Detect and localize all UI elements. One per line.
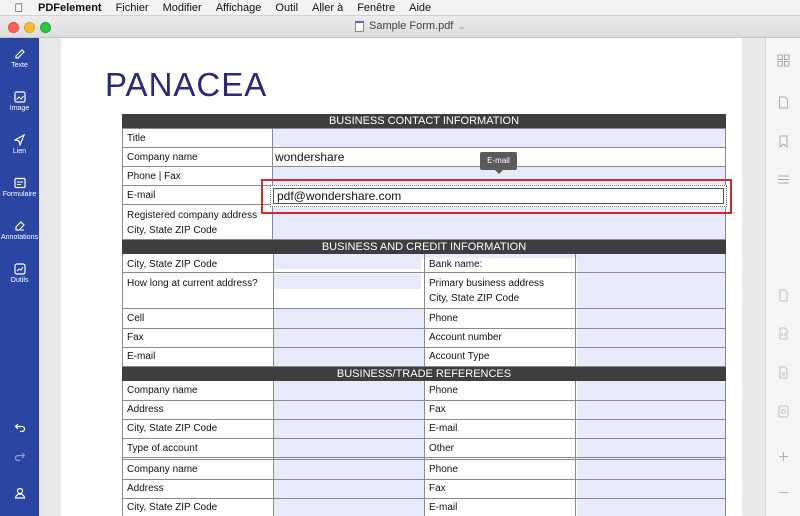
label-title: Title [127,133,146,144]
label-registered-address: Registered company address [127,210,258,221]
tool-lien[interactable] [0,134,39,155]
label-primary-address: Primary business address [429,278,545,289]
text-document-icon [777,366,790,379]
list-icon [777,173,790,186]
tool-texte[interactable] [0,48,39,69]
plus-icon [777,450,790,463]
trade-left-fields[interactable] [274,381,424,516]
label-credit-email: E-mail [127,351,156,362]
label-trade-fax-2: Fax [429,483,446,494]
pdf-page [61,38,742,516]
label-trade-phone-2: Phone [429,464,458,475]
redo-button[interactable] [0,450,39,462]
tool-annotations[interactable] [0,220,39,241]
thumbnails-button[interactable] [777,54,790,67]
label-primary-city: City, State ZIP Code [429,293,520,304]
window-title-bar [0,16,800,38]
settings-document-icon [777,405,790,418]
company-name-field[interactable]: wondershare [275,150,345,164]
minimize-window-button[interactable] [24,22,35,33]
tool-image[interactable] [0,91,39,112]
outline-button[interactable] [777,173,790,186]
tool-texte-label: Texte [11,62,28,69]
label-account-number: Account number [429,332,502,343]
label-trade-address-2: Address [127,483,164,494]
right-sidebar [765,38,800,516]
tool-formulaire[interactable] [0,177,39,198]
right-tool-1[interactable] [777,289,790,302]
tools-icon [14,263,26,275]
form-icon [14,177,26,189]
label-trade-city-2: City, State ZIP Code [127,502,218,513]
menu-fichier[interactable]: Fichier [115,1,149,14]
credit-howlong-field[interactable] [274,274,421,289]
menu-aide[interactable]: Aide [409,1,432,14]
tool-annotations-label: Annotations [1,234,38,241]
undo-icon [14,421,26,433]
section-header-contact: BUSINESS CONTACT INFORMATION [122,114,726,128]
apple-icon[interactable] [0,1,38,15]
chevron-down-icon[interactable]: ⌄ [458,21,466,31]
menu-outil[interactable]: Outil [275,1,299,14]
close-window-button[interactable] [8,22,19,33]
page-icon [777,96,790,109]
label-trade-email-1: E-mail [429,423,458,434]
redo-icon [14,450,26,462]
label-email: E-mail [127,190,156,201]
grid-icon [777,54,790,67]
zoom-out-button[interactable] [777,486,790,499]
label-credit-city: City, State ZIP Code [127,259,218,270]
label-trade-other: Other [429,443,455,454]
tool-lien-label: Lien [12,148,27,155]
credit-city-field[interactable] [274,254,421,269]
right-tool-4[interactable] [777,405,790,418]
link-arrow-icon [14,134,26,146]
label-account-type: Account Type [429,351,490,362]
trade-right-fields[interactable] [577,381,725,516]
page-button[interactable] [777,96,790,109]
label-how-long: How long at current address? [127,278,258,289]
label-trade-company-1: Company name [127,385,198,396]
document-icon [777,289,790,302]
menu-bar [0,0,800,16]
undo-button[interactable] [0,421,39,433]
annotation-icon [14,220,26,232]
bookmark-button[interactable] [777,135,790,148]
tool-formulaire-label: Formulaire [2,191,37,198]
tool-outils-label: Outils [10,277,29,284]
image-icon [14,91,26,103]
right-tool-3[interactable] [777,366,790,379]
document-title-text: Sample Form.pdf [369,20,454,32]
label-trade-company-2: Company name [127,464,198,475]
right-tool-2[interactable] [777,327,790,340]
menu-affichage[interactable]: Affichage [215,1,262,14]
pdf-document-icon [355,21,364,32]
menu-fenetre[interactable]: Fenêtre [357,1,396,14]
document-area [39,38,765,516]
section-header-credit: BUSINESS AND CREDIT INFORMATION [122,240,726,254]
label-trade-phone-1: Phone [429,385,458,396]
bookmark-icon [777,135,790,148]
label-trade-city-1: City, State ZIP Code [127,423,218,434]
account-button[interactable] [0,487,39,499]
menu-app-name[interactable]: PDFelement [38,1,102,14]
company-logo: PANACEA [105,66,268,103]
label-trade-account-type: Type of account [127,443,198,454]
label-credit-phone: Phone [429,313,458,324]
label-trade-fax-1: Fax [429,404,446,415]
pencil-icon [14,48,26,60]
credit-right-fields[interactable] [577,254,725,366]
label-company-name: Company name [127,152,198,163]
label-trade-address-1: Address [127,404,164,415]
document-title[interactable] [355,20,465,32]
user-icon [14,487,26,499]
tool-image-label: Image [9,105,30,112]
email-field-highlight [261,179,732,214]
code-document-icon [777,327,790,340]
left-tool-sidebar [0,38,39,516]
label-trade-email-2: E-mail [429,502,458,513]
label-phone-fax: Phone | Fax [127,171,181,182]
label-cell: Cell [127,313,145,324]
email-field[interactable]: pdf@wondershare.com [273,188,724,204]
maximize-window-button[interactable] [40,22,51,33]
credit-left-fields[interactable] [274,309,424,366]
menu-aller-a[interactable]: Aller à [312,1,344,14]
label-credit-fax: Fax [127,332,144,343]
minus-icon [777,486,790,499]
zoom-in-button[interactable] [777,450,790,463]
label-bank-name: Bank name: [429,259,483,270]
menu-modifier[interactable]: Modifier [162,1,202,14]
label-city-state-zip: City, State ZIP Code [127,225,218,236]
field-name-tooltip: E-mail [480,152,517,170]
tool-outils[interactable] [0,263,39,284]
section-header-trade: BUSINESS/TRADE REFERENCES [122,367,726,381]
